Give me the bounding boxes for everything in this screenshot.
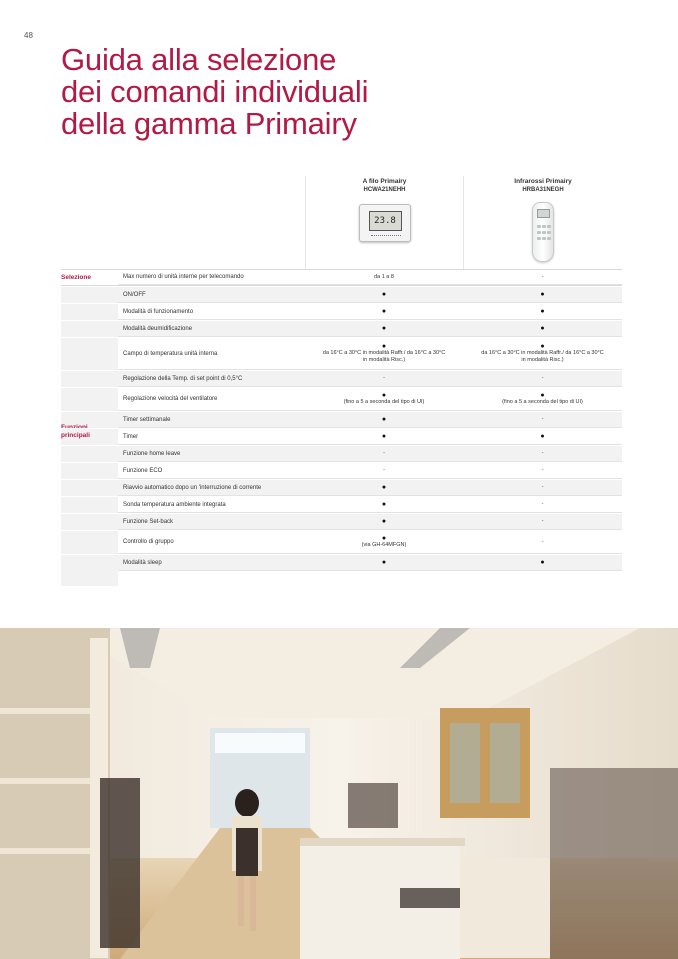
value-infrared <box>463 287 622 303</box>
table-row <box>61 554 622 571</box>
category-cell <box>61 371 118 387</box>
value-wired <box>305 555 463 571</box>
value-wired <box>305 287 463 303</box>
value-text: in modalità Risc.) <box>362 357 406 363</box>
wired-thermostat-icon <box>359 204 411 242</box>
value-text: - <box>383 375 385 381</box>
feature-available-dot-icon: ● <box>381 518 387 525</box>
feature-available-dot-icon: ● <box>381 433 387 440</box>
category-cell <box>61 429 118 445</box>
value-text: in modalità Risc.) <box>521 357 564 363</box>
value-infrared <box>463 429 622 445</box>
table-row <box>61 320 622 337</box>
functions-section <box>61 286 622 571</box>
page-number: 48 <box>24 31 33 40</box>
category-label-selection: Selezione <box>61 274 91 281</box>
value-text: (via GH-64MFGN) <box>361 542 407 548</box>
feature-available-dot-icon: ● <box>381 325 387 332</box>
category-cell <box>61 338 118 370</box>
feature-available-dot-icon: ● <box>381 343 387 350</box>
feature-label: Modalità di funzionamento <box>118 304 305 320</box>
value-wired <box>305 429 463 445</box>
page-title-line-1: Guida alla selezione <box>61 42 337 77</box>
feature-available-dot-icon: ● <box>381 392 387 399</box>
feature-available-dot-icon: ● <box>381 291 387 298</box>
value-infrared <box>463 388 622 411</box>
value-wired <box>305 304 463 320</box>
category-label-functions: Funzioni principali <box>61 424 90 439</box>
table-row <box>61 496 622 513</box>
feature-available-dot-icon: ● <box>381 416 387 423</box>
value-wired <box>305 371 463 387</box>
table-row <box>61 303 622 320</box>
category-cell <box>61 388 118 411</box>
category-cell <box>61 304 118 320</box>
category-cell <box>61 555 118 571</box>
feature-label: Controllo di gruppo <box>118 531 305 554</box>
column-name: Infrarossi Primairy <box>514 178 572 185</box>
feature-label: Sonda temperatura ambiente integrata <box>118 497 305 513</box>
value-text: - <box>383 467 385 473</box>
table-row <box>61 370 622 387</box>
table-row <box>61 513 622 530</box>
feature-label: Regolazione della Temp. di set point di 0,5°C <box>118 371 305 387</box>
table-row <box>61 387 622 411</box>
value-infrared <box>463 463 622 479</box>
thermostat-display: 23.8 <box>369 211 402 231</box>
page-title-line-3: della gamma Primairy <box>61 106 357 141</box>
column-name: A filo Primairy <box>362 178 407 185</box>
feature-label: Funzione home leave <box>118 446 305 462</box>
feature-available-dot-icon: ● <box>381 559 387 566</box>
value-text: - <box>541 375 544 381</box>
table-row <box>61 411 622 428</box>
feature-label: Timer settimanale <box>118 412 305 428</box>
feature-available-dot-icon: ● <box>381 535 387 542</box>
value-wired <box>305 497 463 513</box>
value-text: - <box>541 538 544 545</box>
remote-display <box>537 209 550 218</box>
table-row <box>61 530 622 554</box>
column-code: HCWA21NEHH <box>363 187 406 193</box>
category-cell <box>61 412 118 428</box>
thermostat-buttons <box>371 235 401 238</box>
feature-label: Timer <box>118 429 305 445</box>
table-row <box>61 337 622 370</box>
value-text: - <box>541 467 544 473</box>
feature-available-dot-icon: ● <box>381 484 387 491</box>
value-text: - <box>383 450 385 456</box>
feature-available-dot-icon: ● <box>381 501 387 508</box>
category-cell <box>61 531 118 554</box>
value-wired: da 1 a 8 <box>305 270 463 285</box>
value-wired <box>305 338 463 370</box>
feature-available-dot-icon: ● <box>540 392 545 399</box>
value-infrared: - <box>463 270 622 285</box>
feature-available-dot-icon: ● <box>540 291 545 298</box>
column-header-wired <box>305 176 463 269</box>
value-text: - <box>541 450 544 456</box>
table-row <box>61 445 622 462</box>
value-infrared <box>463 514 622 530</box>
value-infrared <box>463 412 622 428</box>
value-infrared <box>463 371 622 387</box>
value-infrared <box>463 531 622 554</box>
feature-label: Modalità sleep <box>118 555 305 571</box>
feature-available-dot-icon: ● <box>540 325 545 332</box>
value-text: - <box>541 501 544 507</box>
value-infrared <box>463 338 622 370</box>
value-wired <box>305 412 463 428</box>
page-title <box>61 44 621 140</box>
category-cell <box>61 446 118 462</box>
column-code: HRBA31NEGH <box>522 187 564 193</box>
table-row <box>61 462 622 479</box>
value-text: - <box>541 518 544 524</box>
feature-label: Modalità deumidificazione <box>118 321 305 337</box>
value-infrared <box>463 304 622 320</box>
feature-available-dot-icon: ● <box>540 308 545 315</box>
value-infrared <box>463 446 622 462</box>
category-cell <box>61 287 118 303</box>
value-text: - <box>541 484 544 490</box>
category-cell <box>61 497 118 513</box>
value-text: (fino a 5 a seconda del tipo di UI) <box>502 399 583 405</box>
feature-label: Max numero di unità interne per telecomando <box>118 270 305 285</box>
selection-table <box>61 176 622 571</box>
feature-available-dot-icon: ● <box>381 308 387 315</box>
category-cell <box>61 480 118 496</box>
value-infrared <box>463 480 622 496</box>
feature-label: Funzione ECO <box>118 463 305 479</box>
feature-available-dot-icon: ● <box>540 433 545 440</box>
ir-remote-icon <box>532 202 554 262</box>
feature-label: Funzione Set-back <box>118 514 305 530</box>
value-text: da 16°C a 30°C in modalità Raffr./ da 16°C a 30°C <box>322 350 446 356</box>
value-text: (fino a 5 a seconda del tipo di UI) <box>343 399 425 405</box>
feature-label: Regolazione velocità del ventilatore <box>118 388 305 411</box>
table-row <box>61 286 622 303</box>
value-wired <box>305 514 463 530</box>
table-row-selection <box>61 269 622 286</box>
value-infrared <box>463 497 622 513</box>
value-wired <box>305 321 463 337</box>
value-infrared <box>463 555 622 571</box>
feature-label: Riavvio automatico dopo un 'interruzione di corrente <box>118 480 305 496</box>
feature-label: Campo di temperatura unità interna <box>118 338 305 370</box>
value-text: da 16°C a 30°C in modalità Raffr./ da 16°C a 30°C <box>481 350 604 356</box>
value-wired <box>305 480 463 496</box>
value-wired <box>305 531 463 554</box>
table-header <box>61 176 622 269</box>
value-text: - <box>541 416 544 422</box>
category-cell <box>61 321 118 337</box>
column-header-infrared <box>463 176 622 269</box>
value-wired <box>305 446 463 462</box>
feature-available-dot-icon: ● <box>540 343 545 350</box>
value-wired <box>305 463 463 479</box>
table-row <box>61 479 622 496</box>
page-title-line-2: dei comandi individuali <box>61 74 369 109</box>
feature-label: ON/OFF <box>118 287 305 303</box>
feature-available-dot-icon: ● <box>540 559 545 566</box>
shop-interior-photo <box>0 628 678 959</box>
table-row <box>61 428 622 445</box>
value-wired <box>305 388 463 411</box>
value-infrared <box>463 321 622 337</box>
category-cell <box>61 514 118 530</box>
category-cell <box>61 463 118 479</box>
